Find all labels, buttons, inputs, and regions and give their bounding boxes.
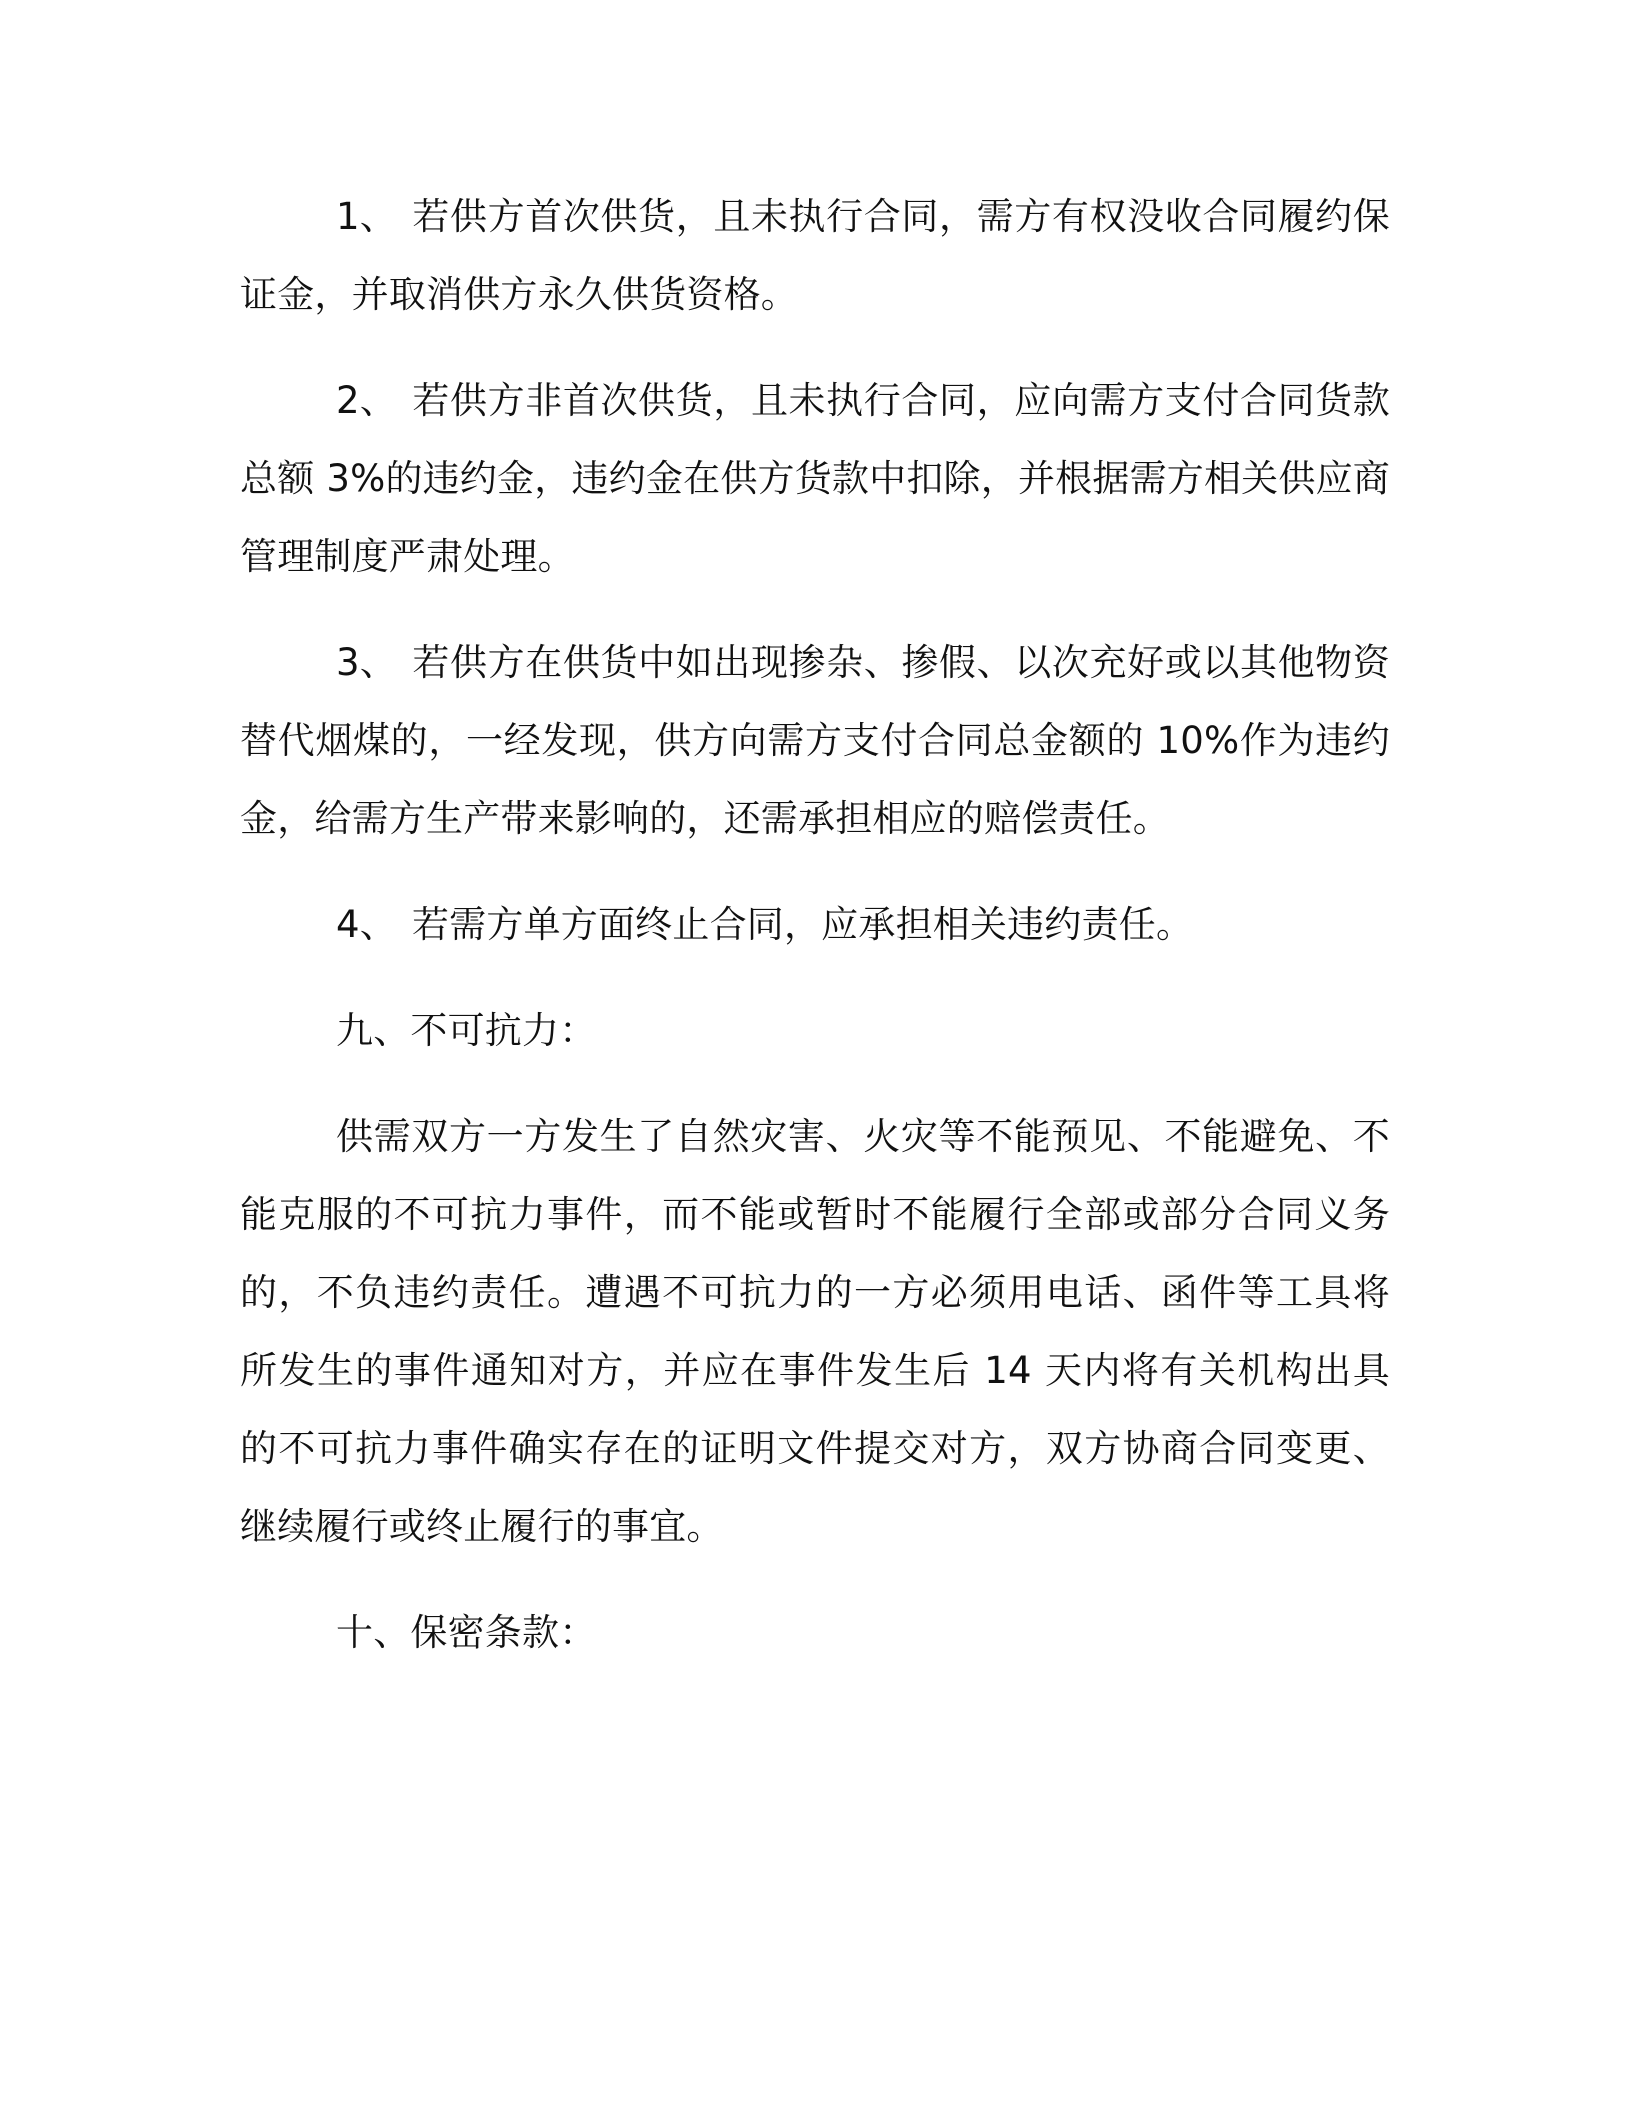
clause-4 (240, 886, 1390, 964)
clause-text: 若供方非首次供货，且未执行合同，应向需方支付合同货款总额 3%的违约金，违约金在供方货款中扣除，并根据需方相关供应商管理制度严肃处理。 (240, 379, 1391, 578)
clause-2 (240, 362, 1390, 596)
clause-number: 2、 (336, 379, 397, 422)
section-heading-confidentiality: 十、保密条款： (336, 1611, 597, 1654)
clause-text: 若供方首次供货，且未执行合同，需方有权没收合同履约保证金，并取消供方永久供货资格。 (240, 195, 1391, 316)
clause-number: 3、 (336, 641, 397, 684)
clause-1 (240, 178, 1390, 334)
section-heading-force-majeure: 九、不可抗力： (336, 1009, 597, 1052)
clause-3 (240, 624, 1390, 858)
document-body (240, 178, 1390, 1700)
clause-text: 若供方在供货中如出现掺杂、掺假、以次充好或以其他物资替代烟煤的，一经发现，供方向需方支付合同总金额的 10%作为违约金，给需方生产带来影响的，还需承担相应的赔偿责任。 (240, 641, 1391, 840)
clause-text: 若需方单方面终止合同，应承担相关违约责任。 (411, 903, 1194, 946)
clause-number: 4、 (336, 903, 397, 946)
clause-number: 1、 (336, 195, 397, 238)
force-majeure-paragraph: 供需双方一方发生了自然灾害、火灾等不能预见、不能避免、不能克服的不可抗力事件，而不能或暂时不能履行全部或部分合同义务的，不负违约责任。遭遇不可抗力的一方必须用电话、函件等工具将所发生的事件通知对方，并应在事件发生后 14 天内将有关机构出具的不可抗力事件确实存在的证明文件提交对方，双方协商合同变更、继续履行或终止履行的事宜。 (240, 1115, 1390, 1548)
